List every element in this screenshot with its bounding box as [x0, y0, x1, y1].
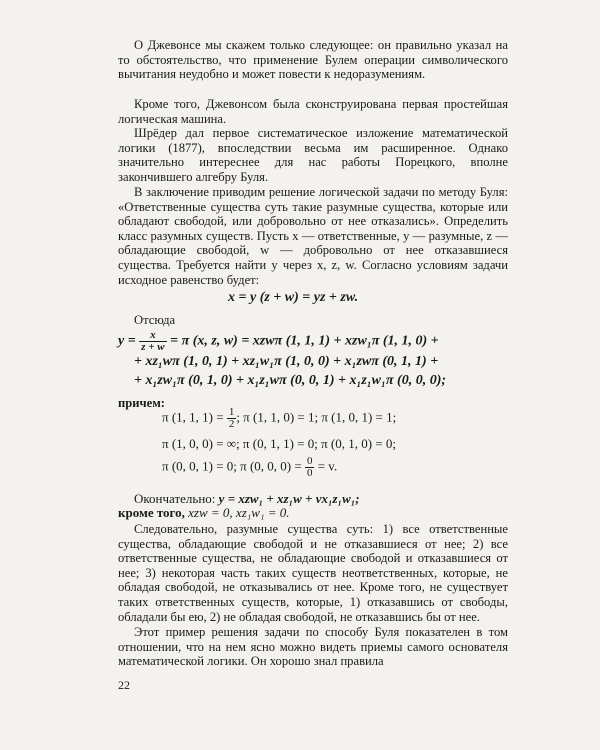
expansion-line-2: + xz₁wπ (1, 0, 1) + xz₁w₁π (1, 0, 0) + x₁zwπ (0, 1, 1) +	[134, 354, 439, 369]
label-prichem: причем:	[118, 396, 165, 410]
values-row1-b: ; π (1, 1, 0) = 1; π (1, 0, 1) = 1;	[236, 409, 397, 425]
paragraph-jevons: О Джевонсе мы скажем только следующее: он правильно указал на то обстоятельство, что применение Булем операции символического вычитания неудобно и может повести к недоразумениям.	[118, 38, 508, 82]
expansion-line-3: + x₁zw₁π (0, 1, 0) + x₁z₁wπ (0, 0, 1) + x₁z₁w₁π (0, 0, 0);	[134, 373, 447, 388]
values-row-1	[162, 407, 396, 430]
values-row-2: π (1, 0, 0) = ∞; π (0, 1, 1) = 0; π (0, 1, 0) = 0;	[162, 436, 397, 451]
values-row3-a: π (0, 0, 1) = 0; π (0, 0, 0) =	[162, 458, 302, 474]
final-label: Окончательно:	[134, 491, 216, 506]
final-formula: y = xzw₁ + xz₁w + vx₁z₁w₁;	[218, 491, 360, 506]
frac-numerator: x	[139, 330, 166, 342]
values-row1-a: π (1, 1, 1) =	[162, 409, 224, 425]
paragraph-problem: В заключение приводим решение логической задачи по методу Буля: «Ответственные существа суть такие разумные существа, которые или обладают свободой, или добровольно от нее отказались». Определить класс разумных существ. Пусть x — ответственные, y — разумные, z — обладающие свободой, w — добровольно от нее отказавшиеся существа. Требуется найти y через x, z, w. Согласно условиям задачи исходное равенство будет:	[118, 185, 508, 287]
values-row1-fraction	[227, 407, 237, 430]
row1-frac-num: 1	[228, 406, 235, 418]
paragraph-machine: Кроме того, Джевонсом была сконструирована первая простейшая логическая машина.	[118, 97, 508, 126]
values-row-3	[162, 456, 337, 479]
paragraph-schroeder: Шрёдер дал первое систематическое изложение математической логики (1877), впоследствии весьма им расширенное. Однако значительно интереснее для нас работы Порецкого, вполне закончившего алгебру Буля.	[118, 126, 508, 184]
expansion-lead: y =	[118, 333, 136, 349]
final-line-2	[118, 505, 290, 521]
expansion-rest: = π (x, z, w) = xzwπ (1, 1, 1) + xzw₁π (1, 1, 0) +	[170, 333, 439, 349]
expansion-fraction	[139, 330, 166, 353]
final-label-2: кроме того,	[118, 505, 185, 520]
row3-frac-den: 0	[306, 467, 313, 479]
main-equation: x = y (z + w) = yz + zw.	[228, 290, 359, 305]
paragraph-conclusion: Следовательно, разумные существа суть: 1) все ответственные существа, обладающие свободой и не отказавшиеся от нее; 2) все ответственные существа, не обладающие свободой и отказавшиеся от нее; 3) некоторая часть таких существ неответственных, которые, не обладая свободой, не отказывались от нее. Кроме того, не существует таких ответственных существ, которые, 1) отказавшись от свободы, обладали бы ею, 2) не обладая свободой, не отказавшись бы от нее.	[118, 522, 508, 624]
frac-denominator: z + w	[141, 341, 165, 353]
values-row3-b: = v.	[317, 458, 338, 474]
final-formula-2: xzw = 0, xz₁w₁ = 0.	[188, 505, 290, 520]
page-number: 22	[118, 678, 130, 692]
row1-frac-den: 2	[228, 418, 235, 430]
expansion-line-1	[118, 330, 439, 353]
label-otsyuda: Отсюда	[134, 313, 176, 327]
paragraph-example: Этот пример решения задачи по способу Буля показателен в том отношении, что на нем ясно можно видеть приемы самого основателя математической логики. Он хорошо знал правила	[118, 625, 508, 669]
values-row3-fraction	[305, 456, 315, 479]
row3-frac-num: 0	[306, 455, 313, 467]
